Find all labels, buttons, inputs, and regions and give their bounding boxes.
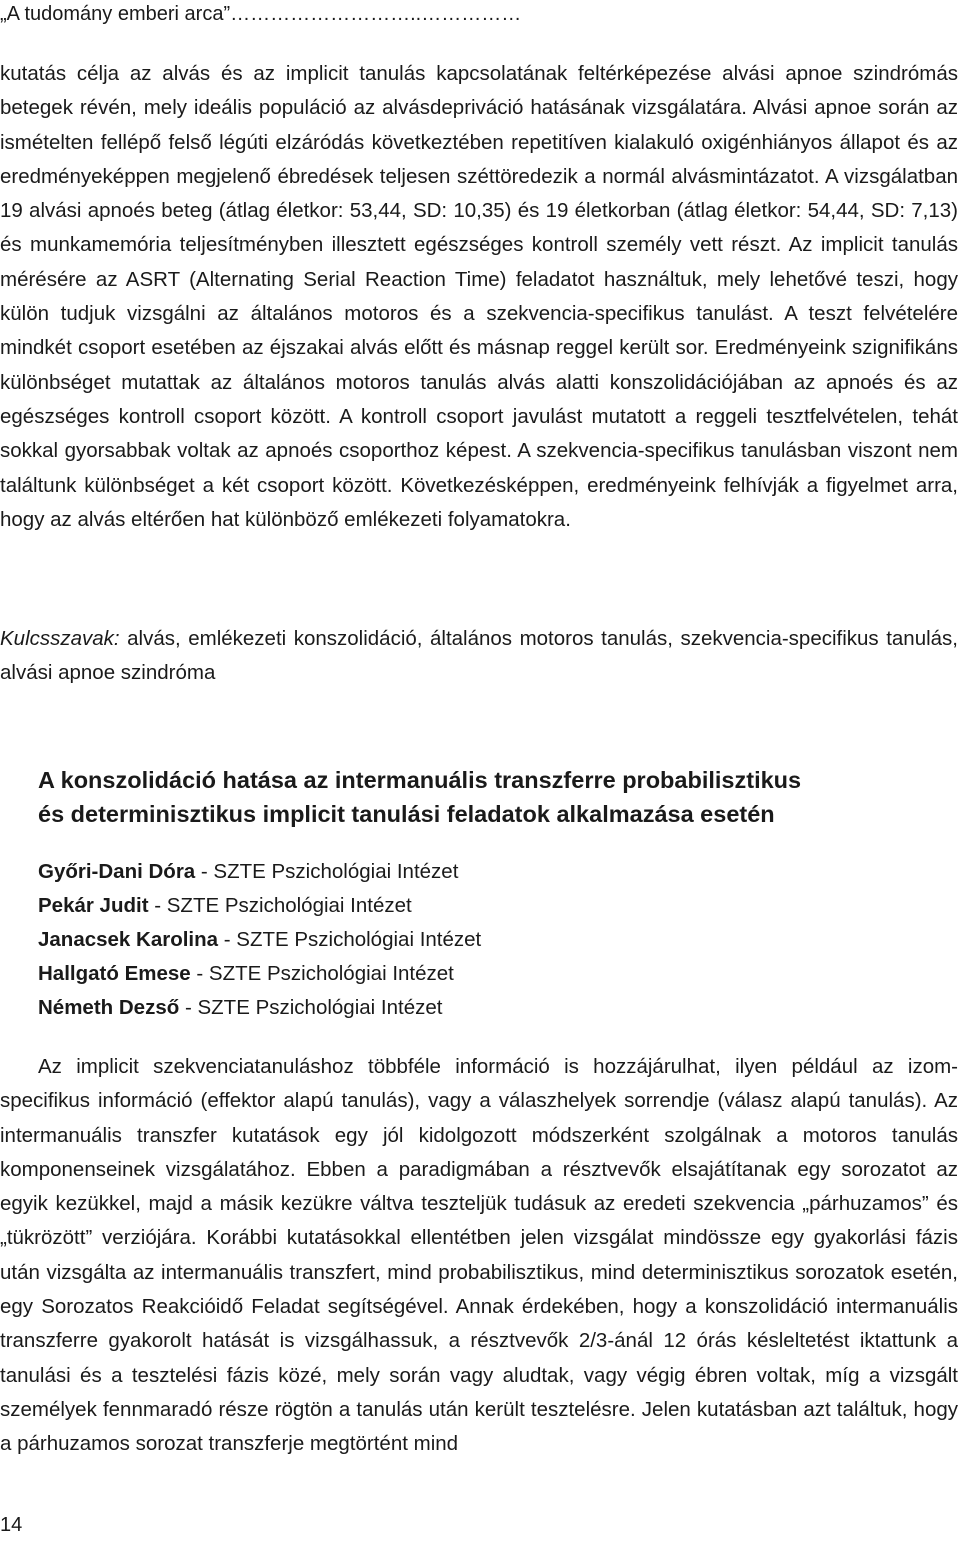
author-affiliation: - SZTE Pszichológiai Intézet [148,894,412,917]
author-line [38,991,481,1025]
author-name: Hallgató Emese [38,962,191,985]
running-header [0,0,960,28]
running-header-title: „A tudomány emberi arca” [0,3,231,25]
author-affiliation: - SZTE Pszichológiai Intézet [195,860,459,883]
article-title [38,763,938,831]
article-body-paragraph: Az implicit szekvenciatanuláshoz többféle információ is hozzájárulhat, ilyen például az izom-specifikus információ (effektor alapú tanulás), vagy a válaszhelyek sorrendje (válasz alapú tanulás). Az intermanuális transzfer kutatások egy jól kidolgozott módszerként szolgálnak a motoros tanulás komponenseinek vizsgálatához. Ebben a paradigmában a résztvevők elsajátítanak egy sorozatot az egyik kezükkel, majd a másik kezükre váltva teszteljük tudásuk az eredeti szekvencia „párhuzamos” és „tükrözött” verziójára. Korábbi kutatásokkal ellentétben jelen vizsgálat mindössze egy gyakorlási fázis után vizsgálta az intermanuális transzfert, mind probabilisztikus, mind determinisztikus sorozatok esetén, egy Sorozatos Reakcióidő Feladat segítségével. Annak érdekében, hogy a konszolidáció intermanuális transzferre gyakorolt hatását is vizsgálhassuk, a résztvevők 2/3-ánál 12 órás késleltetést iktattunk a tanulási és a tesztelési fázis közé, mely során vagy aludtak, vagy végig ébren voltak, míg a vizsgált személyek fennmaradó része rögtön a tanulás után került tesztelésre. Jelen kutatásban azt találtuk, hogy a párhuzamos sorozat transzferje megtörtént mind [0,1055,958,1456]
author-line [38,855,481,889]
author-line [38,889,481,923]
article-title-line-2: és determinisztikus implicit tanulási feladatok alkalmazása esetén [38,801,775,827]
author-name: Pekár Judit [38,894,149,917]
keywords-label: Kulcsszavak: [0,627,120,650]
article-title-line-1: A konszolidáció hatása az intermanuális transzferre probabilisztikus [38,767,802,793]
author-line [38,923,481,957]
author-affiliation: - SZTE Pszichológiai Intézet [179,996,443,1019]
page-number: 14 [0,1514,23,1536]
author-list [38,855,481,1025]
author-line [38,957,481,991]
author-name: Németh Dezső [38,996,180,1019]
abstract-paragraph: kutatás célja az alvás és az implicit tanulás kapcsolatának feltérképezése alvási apnoe szindrómás betegek révén, mely ideális populáció az alvásdepriváció hatásának vizsgálatára. Alvási apnoe során az ismételten fellépő felső légúti elzáródás következtében repetitíven kialakuló oxigénhiányos állapot és az eredményeképpen megjelenő ébredések teljesen széttöredezik a normál alvásmintázatot. A vizsgálatban 19 alvási apnoés beteg (átlag életkor: 53,44, SD: 10,35) és 19 életkorban (átlag életkor: 54,44, SD: 7,13) és munkamemória teljesítményben illesztett egészséges kontroll személy vett részt. Az implicit tanulás mérésére az ASRT (Alternating Serial Reaction Time) feladatot használtuk, mely lehetővé teszi, hogy külön tudjuk vizsgálni az általános motoros és a szekvencia-specifikus tanulást. A teszt felvételére mindkét csoport esetében az éjszakai alvás előtt és másnap reggel került sor. Eredményeink szignifikáns különbséget mutattak az általános motoros tanulás alvás alatti konszolidációjában az apnoés és az egészséges kontroll csoport között. A kontroll csoport javulást mutatott a reggeli tesztfelvételen, tehát sokkal gyorsabbak voltak az apnoés csoporthoz képest. A szekvencia-specifikus tanulásban viszont nem találtunk különbséget a két csoport között. Következésképpen, eredményeink felhívják a figyelmet arra, hogy az alvás eltérően hat különböző emlékezeti folyamatokra. [0,62,958,531]
author-affiliation: - SZTE Pszichológiai Intézet [190,962,454,985]
keywords-paragraph [0,622,958,691]
author-affiliation: - SZTE Pszichológiai Intézet [218,928,482,951]
author-name: Janacsek Karolina [38,928,219,951]
author-name: Győri-Dani Dóra [38,860,196,883]
keywords-text: alvás, emlékezeti konszolidáció, általános motoros tanulás, szekvencia-specifikus tanulás, alvási apnoe szindróma [0,627,958,685]
running-header-dots: ………………………..…………… [230,3,522,25]
